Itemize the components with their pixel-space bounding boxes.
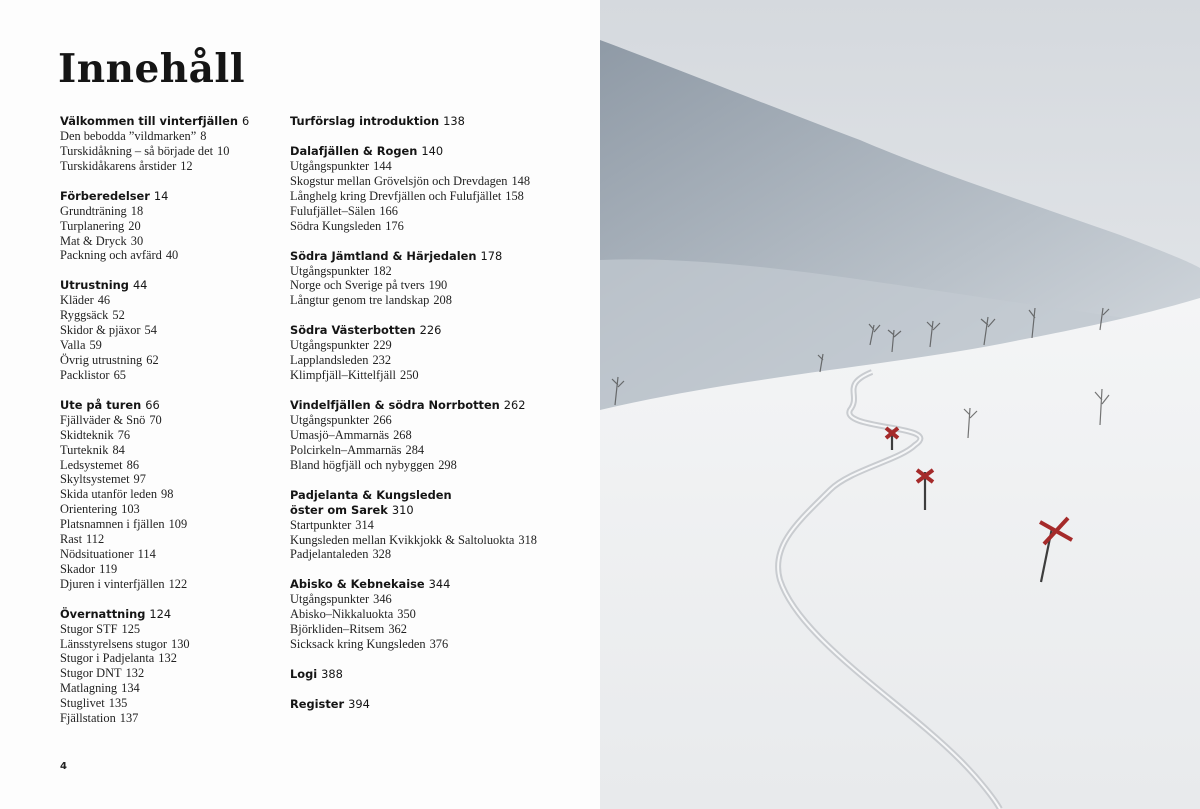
entry-page-number: 266 bbox=[373, 412, 392, 427]
section-page-number: 394 bbox=[348, 696, 370, 711]
section-page-number: 310 bbox=[391, 502, 414, 517]
entry-page-number: 98 bbox=[161, 487, 174, 502]
section-title: Abisko & Kebnekaise bbox=[290, 577, 425, 592]
section-page-number: 388 bbox=[321, 666, 343, 681]
entry-page-number: 158 bbox=[505, 188, 524, 203]
toc-entry bbox=[290, 293, 590, 308]
entry-title: Turplanering bbox=[60, 218, 125, 233]
toc-column-right bbox=[290, 114, 590, 727]
entry-page-number: 190 bbox=[428, 278, 448, 293]
section-page-number: 178 bbox=[480, 248, 503, 263]
entry-title: Bland högfjäll och nybyggen bbox=[290, 457, 435, 472]
section-page-number: 344 bbox=[428, 577, 451, 592]
entry-title: Skidteknik bbox=[60, 427, 114, 442]
entry-page-number: 109 bbox=[168, 517, 188, 532]
entry-page-number: 12 bbox=[180, 158, 193, 173]
toc-entry bbox=[290, 637, 590, 652]
entry-title: Turskidåkning – så började det bbox=[60, 143, 214, 158]
entry-title: Ryggsäck bbox=[60, 308, 109, 323]
entry-page-number: 132 bbox=[158, 651, 177, 666]
entry-page-number: 134 bbox=[121, 681, 140, 696]
entry-page-number: 376 bbox=[429, 637, 449, 652]
toc-entry bbox=[290, 428, 590, 443]
entry-page-number: 112 bbox=[86, 532, 105, 547]
section-page-number: 124 bbox=[149, 606, 172, 621]
toc-entry bbox=[290, 174, 590, 189]
entry-page-number: 46 bbox=[97, 293, 111, 308]
entry-title: Klimpfjäll–Kittelfjäll bbox=[290, 368, 396, 383]
entry-title: Platsnamnen i fjällen bbox=[60, 517, 165, 532]
entry-page-number: 18 bbox=[130, 203, 144, 218]
section-title-line2 bbox=[290, 503, 590, 518]
entry-page-number: 328 bbox=[372, 547, 392, 562]
section-title: Turförslag introduktion bbox=[290, 114, 440, 128]
entry-title: Utgångspunkter bbox=[290, 263, 370, 278]
toc-entry bbox=[290, 592, 590, 607]
entry-title: Sicksack kring Kungsleden bbox=[290, 637, 426, 652]
entry-title: Packlistor bbox=[60, 367, 110, 382]
entry-title: Stugor STF bbox=[60, 621, 118, 636]
entry-title: Mat & Dryck bbox=[60, 233, 127, 248]
entry-page-number: 122 bbox=[168, 576, 188, 591]
toc-entry bbox=[290, 219, 590, 234]
toc-section bbox=[290, 697, 590, 712]
entry-title: Abisko–Nikkaluokta bbox=[290, 607, 394, 622]
entry-page-number: 8 bbox=[200, 129, 207, 143]
entry-page-number: 135 bbox=[108, 696, 128, 711]
entry-title: Valla bbox=[60, 338, 86, 353]
entry-title: Grundträning bbox=[60, 203, 127, 218]
entry-page-number: 166 bbox=[379, 203, 398, 218]
entry-page-number: 284 bbox=[405, 442, 425, 457]
toc-entry bbox=[290, 607, 590, 622]
section-page-number: 262 bbox=[503, 397, 526, 412]
section-title: Vindelfjällen & södra Norrbotten bbox=[290, 397, 500, 412]
page-title: Innehåll bbox=[58, 46, 246, 92]
entry-page-number: 86 bbox=[126, 457, 140, 472]
entry-title: Startpunkter bbox=[290, 517, 352, 532]
section-title-line2-text: öster om Sarek bbox=[290, 502, 388, 517]
section-heading bbox=[290, 144, 590, 159]
entry-title: Långtur genom tre landskap bbox=[290, 293, 430, 308]
toc-entry bbox=[290, 204, 590, 219]
toc-section bbox=[290, 114, 590, 129]
entry-title: Matlagning bbox=[60, 681, 118, 696]
toc-entry bbox=[290, 518, 590, 533]
section-heading bbox=[290, 323, 590, 338]
entry-page-number: 362 bbox=[388, 622, 407, 637]
toc-section bbox=[290, 667, 590, 682]
entry-title: Norge och Sverige på tvers bbox=[290, 278, 425, 293]
entry-page-number: 268 bbox=[393, 427, 412, 442]
entry-page-number: 144 bbox=[373, 159, 392, 173]
entry-title: Skador bbox=[60, 561, 96, 576]
entry-title: Packning och avfärd bbox=[60, 248, 162, 263]
section-title: Södra Västerbotten bbox=[290, 323, 416, 338]
section-title: Dalafjällen & Rogen bbox=[290, 144, 418, 158]
entry-page-number: 70 bbox=[149, 412, 162, 427]
toc-section bbox=[290, 323, 590, 383]
entry-page-number: 137 bbox=[119, 711, 139, 726]
entry-page-number: 130 bbox=[171, 636, 190, 651]
entry-title: Utgångspunkter bbox=[290, 412, 370, 427]
entry-page-number: 20 bbox=[128, 218, 141, 233]
toc-entry bbox=[290, 189, 590, 204]
entry-page-number: 350 bbox=[397, 607, 416, 622]
entry-page-number: 52 bbox=[112, 308, 125, 323]
toc-section bbox=[290, 577, 590, 652]
section-title: Välkommen till vinterfjällen bbox=[60, 114, 238, 128]
entry-page-number: 114 bbox=[137, 546, 156, 561]
entry-page-number: 148 bbox=[511, 173, 531, 188]
section-heading bbox=[290, 398, 590, 413]
section-title: Södra Jämtland & Härjedalen bbox=[290, 248, 477, 263]
section-page-number: 66 bbox=[145, 397, 160, 412]
entry-title: Långhelg kring Drevfjällen och Fulufjället bbox=[290, 188, 502, 203]
entry-title: Umasjö–Ammarnäs bbox=[290, 427, 390, 442]
section-title: Utrustning bbox=[60, 278, 129, 293]
toc-entry bbox=[290, 547, 590, 562]
toc-entry bbox=[290, 278, 590, 293]
entry-title: Stugor i Padjelanta bbox=[60, 651, 155, 666]
entry-title: Orientering bbox=[60, 502, 118, 517]
section-heading bbox=[290, 114, 590, 129]
entry-page-number: 84 bbox=[112, 442, 125, 457]
entry-title: Övrig utrustning bbox=[60, 352, 143, 367]
entry-title: Björkliden–Ritsem bbox=[290, 622, 385, 637]
entry-title: Polcirkeln–Ammarnäs bbox=[290, 442, 402, 457]
entry-title: Utgångspunkter bbox=[290, 338, 370, 353]
entry-page-number: 62 bbox=[146, 352, 159, 367]
entry-title: Padjelantaleden bbox=[290, 547, 369, 562]
toc-entry bbox=[290, 264, 590, 279]
section-title: Padjelanta & Kungsleden bbox=[290, 487, 452, 502]
toc-section bbox=[290, 144, 590, 234]
toc-entry bbox=[290, 443, 590, 458]
winter-landscape-photo bbox=[600, 0, 1200, 809]
entry-title: Lapplandsleden bbox=[290, 353, 369, 368]
section-heading bbox=[290, 697, 590, 712]
toc-entry bbox=[290, 533, 590, 548]
entry-page-number: 30 bbox=[130, 233, 144, 248]
entry-page-number: 65 bbox=[113, 367, 126, 382]
entry-page-number: 103 bbox=[121, 502, 140, 517]
entry-page-number: 54 bbox=[144, 323, 157, 338]
entry-title: Fjällstation bbox=[60, 711, 116, 726]
entry-title: Skida utanför leden bbox=[60, 487, 158, 502]
entry-title: Skyltsystemet bbox=[60, 472, 130, 487]
entry-page-number: 97 bbox=[133, 472, 146, 487]
entry-title: Turteknik bbox=[60, 442, 109, 457]
section-page-number: 226 bbox=[419, 323, 442, 338]
entry-title: Rast bbox=[60, 532, 83, 547]
section-title: Ute på turen bbox=[60, 397, 142, 412]
toc-entry bbox=[290, 368, 590, 383]
entry-title: Skogstur mellan Grövelsjön och Drevdagen bbox=[290, 173, 508, 188]
toc-section bbox=[290, 398, 590, 473]
section-heading bbox=[290, 249, 590, 264]
section-title: Förberedelser bbox=[60, 188, 150, 203]
section-heading bbox=[290, 577, 590, 592]
entry-title: Ledsystemet bbox=[60, 457, 123, 472]
toc-entry bbox=[290, 159, 590, 174]
entry-page-number: 182 bbox=[373, 263, 392, 278]
section-page-number: 140 bbox=[421, 144, 444, 158]
toc-entry bbox=[290, 458, 590, 473]
section-heading bbox=[290, 667, 590, 682]
entry-title: Stuglivet bbox=[60, 696, 105, 711]
entry-page-number: 132 bbox=[125, 666, 145, 681]
entry-title: Länsstyrelsens stugor bbox=[60, 636, 168, 651]
entry-page-number: 250 bbox=[400, 368, 419, 383]
toc-entry bbox=[290, 622, 590, 637]
section-heading bbox=[290, 488, 590, 518]
entry-page-number: 76 bbox=[117, 427, 131, 442]
entry-page-number: 10 bbox=[217, 143, 230, 158]
entry-page-number: 40 bbox=[165, 248, 179, 263]
entry-title: Södra Kungsleden bbox=[290, 218, 382, 233]
entry-title: Turskidåkarens årstider bbox=[60, 158, 177, 173]
entry-page-number: 176 bbox=[385, 218, 404, 233]
entry-title: Utgångspunkter bbox=[290, 159, 370, 173]
entry-page-number: 232 bbox=[372, 353, 392, 368]
section-page-number: 14 bbox=[153, 188, 169, 203]
entry-title: Den bebodda ”vildmarken” bbox=[60, 129, 197, 143]
entry-page-number: 314 bbox=[355, 517, 374, 532]
section-page-number: 44 bbox=[132, 278, 148, 293]
entry-title: Fjällväder & Snö bbox=[60, 412, 146, 427]
toc-section bbox=[290, 249, 590, 309]
toc-entry bbox=[290, 338, 590, 353]
section-title: Övernattning bbox=[60, 606, 146, 621]
entry-title: Utgångspunkter bbox=[290, 592, 370, 607]
entry-title: Kungsleden mellan Kvikkjokk & Saltoluokta bbox=[290, 532, 515, 547]
entry-page-number: 119 bbox=[99, 561, 118, 576]
entry-page-number: 208 bbox=[433, 293, 452, 308]
section-title: Register bbox=[290, 696, 345, 711]
entry-title: Skidor & pjäxor bbox=[60, 323, 141, 338]
entry-page-number: 59 bbox=[89, 338, 102, 353]
entry-page-number: 298 bbox=[438, 457, 457, 472]
entry-title: Fulufjället–Sälen bbox=[290, 203, 376, 218]
entry-title: Stugor DNT bbox=[60, 666, 122, 681]
section-page-number: 6 bbox=[241, 114, 250, 128]
page-number: 4 bbox=[60, 761, 67, 772]
entry-title: Kläder bbox=[60, 293, 94, 308]
entry-page-number: 125 bbox=[121, 621, 141, 636]
section-title: Logi bbox=[290, 666, 318, 681]
section-page-number: 138 bbox=[443, 114, 465, 128]
toc-entry bbox=[290, 413, 590, 428]
toc-section bbox=[290, 488, 590, 563]
entry-title: Djuren i vinterfjällen bbox=[60, 576, 165, 591]
toc-entry bbox=[290, 353, 590, 368]
entry-page-number: 318 bbox=[518, 532, 537, 547]
entry-page-number: 229 bbox=[373, 338, 392, 353]
entry-page-number: 346 bbox=[373, 592, 392, 607]
entry-title: Nödsituationer bbox=[60, 546, 134, 561]
